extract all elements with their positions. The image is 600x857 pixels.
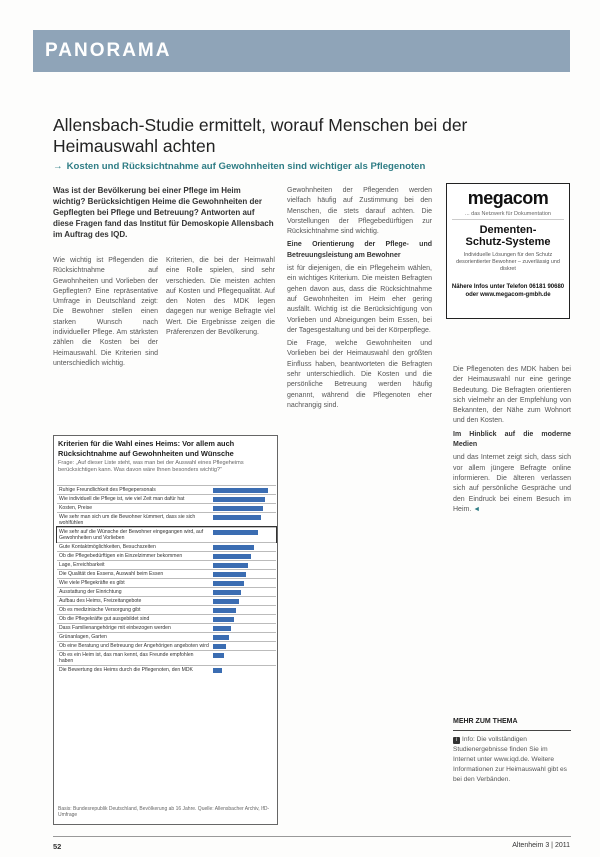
- row-bar: [213, 608, 236, 613]
- row-bar-track: [213, 617, 274, 622]
- row-label: Die Qualität des Essens, Auswahl beim Essen: [59, 571, 164, 577]
- body-column-3: [453, 365, 571, 518]
- row-label: Aufbau des Heims, Freizeitangebote: [59, 598, 142, 604]
- paragraph-subheading: Im Hinblick auf die moderne Medien: [453, 430, 571, 449]
- row-bar-track: [213, 554, 274, 559]
- table-row: [57, 527, 276, 542]
- page-number: 52: [53, 842, 62, 851]
- ad-contact[interactable]: Nähere Infos unter Telefon 06181 90680 oder www.megacom-gmbh.de: [451, 284, 565, 298]
- more-divider: [453, 730, 571, 731]
- arrow-icon: →: [53, 161, 63, 172]
- row-label: Lage, Erreichbarkeit: [59, 562, 105, 568]
- table-row: [57, 614, 276, 623]
- publication-info: Altenheim 3 | 2011: [512, 842, 570, 849]
- section-banner: [33, 30, 570, 72]
- row-label: Wie individuell die Pflege ist, wie viel Zeit man dafür hat: [59, 496, 185, 502]
- more-heading: MEHR ZUM THEMA: [453, 718, 518, 725]
- row-bar-track: [213, 590, 274, 595]
- row-bar-track: [213, 635, 274, 640]
- row-label: Wie viele Pflegekräfte es gibt: [59, 580, 125, 586]
- row-bar: [213, 599, 239, 604]
- ad-tagline: ... das Netzwerk für Dokumentation: [465, 211, 551, 217]
- row-bar: [213, 497, 265, 502]
- row-bar: [213, 488, 268, 493]
- row-bar: [213, 644, 226, 649]
- paragraph: Die Pflegenoten des MDK haben bei der Heimauswahl nur eine geringe Bedeutung. Die Befragten orientieren sich vielmehr an der Empfehlung von Bekannten, der Nähe zum Wohnort und den Kosten.: [453, 366, 571, 425]
- row-bar-track: [213, 563, 274, 568]
- info-icon: i: [453, 737, 460, 744]
- row-bar: [213, 635, 229, 640]
- article-intro: Was ist der Bevölkerung bei einer Pflege im Heim wichtig? Berücksichtigen Heime die Gewohnheiten der Gepflegten bei Pflege und Betreuung? Antworten auf diese Fragen fand das Institut für Demoskopie Allensbach im Auftrag des IQD.: [53, 186, 274, 239]
- table-row: [57, 587, 276, 596]
- row-label: Ob die Pflegebedürftigen ein Einzelzimmer bekommen: [59, 553, 183, 559]
- row-label: Grünanlagen, Garten: [59, 634, 107, 640]
- row-bar: [213, 530, 258, 535]
- subhead-text: Kosten und Rücksichtnahme auf Gewohnheiten sind wichtiger als Pflegenoten: [66, 161, 426, 172]
- paragraph-text: und das Internet zeigt sich, dass sich vor allem jüngere Befragte online informieren. Die älteren verlassen sich auf persönliche Gespräche und den Eindruck bei einem Besuch im Heim.: [453, 454, 571, 513]
- row-label: Ruhige Freundlichkeit des Pflegepersonals: [59, 487, 156, 493]
- row-bar: [213, 581, 244, 586]
- body-column-1a: [53, 256, 158, 372]
- row-bar: [213, 563, 248, 568]
- ad-logo: megacom: [467, 188, 549, 208]
- row-bar-track: [213, 599, 274, 604]
- table-row: [57, 551, 276, 560]
- row-bar-track: [213, 545, 274, 550]
- row-bar: [213, 506, 263, 511]
- table-row: [57, 623, 276, 632]
- table-row: [57, 665, 276, 674]
- row-bar-track: [213, 608, 274, 613]
- ad-headline: Dementen- Schutz-Systeme: [465, 224, 551, 248]
- table-row: [57, 641, 276, 650]
- paragraph-subheading: Eine Orientierung der Pflege- und Betreuungsleistung am Bewohner: [287, 241, 432, 259]
- row-label: Ausstattung der Einrichtung: [59, 589, 122, 595]
- paragraph: Wie wichtig ist Pflegenden die Rücksichtnahme auf Gewohnheiten und Vorlieben der Gepflegten? Eine repräsentative Umfrage in Deutschland zeigt: Die Bewohner stellen einen starken Wunsch nach individueller Pflege. Am stärksten zählen die Kosten bei der Heimauswahl. Die Kriterien sind unterschiedlich wichtig.: [53, 257, 158, 367]
- more-body: [453, 735, 571, 785]
- row-label: Gute Kontaktmöglichkeiten, Besuchszeiten: [59, 544, 156, 550]
- row-label: Dass Familienangehörige mit einbezogen werden: [59, 625, 171, 631]
- table-row: [57, 650, 276, 665]
- table-row: [57, 569, 276, 578]
- paragraph: Gewohnheiten der Pflegenden werden vielfach häufig auf Zustimmung bei den Menschen, die stets darauf achten. Die Vorstellungen der Pflegebedürftigen zur Rücksichtnahme sind wichtig.: [287, 187, 432, 236]
- row-bar-track: [213, 653, 274, 658]
- row-bar: [213, 545, 254, 550]
- row-bar-track: [213, 506, 274, 511]
- body-column-2: [287, 186, 432, 414]
- row-bar-track: [213, 497, 274, 502]
- table-row: [57, 578, 276, 587]
- row-label: Ob es medizinische Versorgung gibt: [59, 607, 141, 613]
- row-bar: [213, 653, 224, 658]
- row-label: Kosten, Preise: [59, 505, 93, 511]
- table-intro: Frage: „Auf dieser Liste steht, was man bei der Auswahl eines Pflegeheims berücksichtigen kann. Was davon wäre Ihnen besonders wichtig?“: [58, 460, 244, 473]
- footer-rule: [53, 836, 571, 837]
- row-bar-track: [213, 644, 274, 649]
- table-footer: Basis: Bundesrepublik Deutschland, Bevölkerung ab 16 Jahre. Quelle: Allensbacher Archiv, IfD-Umfrage: [58, 806, 270, 818]
- row-bar: [213, 554, 251, 559]
- row-bar: [213, 668, 222, 673]
- row-label: Ob die Pflegekräfte gut ausgebildet sind: [59, 616, 150, 622]
- row-bar: [213, 515, 261, 520]
- table-row: [57, 503, 276, 512]
- row-label: Ob eine Beratung und Betreuung der Angehörigen angeboten wird: [59, 643, 209, 649]
- row-bar-track: [213, 626, 274, 631]
- row-label: Die Bewertung des Heims durch die Pflegenoten, den MDK: [59, 667, 193, 673]
- paragraph: Kriterien, die bei der Heimwahl eine Rolle spielen, sind sehr verschieden. Die meisten achten auf Kosten und Pflegequalität. Auf den Noten des MDK legen dagegen nur wenige Befragte viel Wert. Die Ergebnisse zeigen die Präferenzen der Bevölkerung.: [166, 257, 275, 337]
- paragraph: [453, 453, 571, 515]
- row-bar-track: [213, 488, 274, 493]
- table-row: [57, 596, 276, 605]
- row-bar: [213, 626, 231, 631]
- section-title: PANORAMA: [45, 40, 172, 61]
- table-row: [57, 512, 276, 527]
- ad-divider: [452, 219, 564, 220]
- article-headline: Allensbach-Studie ermittelt, worauf Menschen bei der Heimauswahl achten: [53, 115, 468, 156]
- table-row: [57, 542, 276, 551]
- table-row: [57, 485, 276, 494]
- table-row: [57, 560, 276, 569]
- row-bar: [213, 617, 234, 622]
- more-text[interactable]: Info: Die vollständigen Studienergebnisse finden Sie im Internet unter www.iqd.de. Weitere Informationen zur Heimauswahl gibt es bei den Verbänden.: [453, 736, 567, 783]
- row-bar-track: [213, 530, 274, 535]
- ad-body: Individuelle Lösungen für den Schutz desorientierter Bewohner – zuverlässig und diskret: [456, 252, 560, 272]
- row-bar-track: [213, 668, 274, 673]
- row-bar: [213, 572, 246, 577]
- table-title: Kriterien für die Wahl eines Heims: Vor allem auch Rücksichtnahme auf Gewohnheiten und Wünsche: [58, 439, 235, 458]
- body-column-1b: [166, 256, 275, 341]
- row-bar-track: [213, 572, 274, 577]
- row-label: Ob es ein Heim ist, das man kennt, das Freunde empfohlen haben: [59, 652, 194, 664]
- table-row: [57, 632, 276, 641]
- row-label: Wie sehr auf die Wünsche der Bewohner eingegangen wird, auf Gewohnheiten und Vorlieben: [59, 529, 204, 541]
- row-bar: [213, 590, 241, 595]
- row-label: Wie sehr man sich um die Bewohner kümmert, dass sie sich wohlfühlen: [59, 514, 196, 526]
- paragraph: ist für diejenigen, die ein Pflegeheim wählen, ein wichtiges Kriterium. Die meisten Befragten gehen davon aus, dass die Rücksichtnahme auf Gewohnheiten im Heim eher gering ausfällt. Wichtig ist die Berücksichtigung von Vorlieben und Abneigungen beim Essen, bei der Tagesgestaltung und bei der Körperpflege.: [287, 265, 432, 334]
- row-bar-track: [213, 515, 274, 520]
- table-rows: [57, 485, 276, 674]
- row-bar-track: [213, 581, 274, 586]
- survey-table: [53, 435, 278, 825]
- advertisement-box[interactable]: [446, 183, 570, 319]
- paragraph: Die Frage, welche Gewohnheiten und Vorlieben bei der Heimauswahl den größten Einfluss haben, beantworteten die Befragten sehr unterschiedlich. Die Kosten und die persönliche Betreuung werden häufig genannt, während die Pflegenoten eher nachrangig sind.: [287, 340, 432, 409]
- table-row: [57, 494, 276, 503]
- article-subhead: [53, 161, 558, 172]
- table-row: [57, 605, 276, 614]
- end-of-article-icon: ◄: [473, 505, 481, 513]
